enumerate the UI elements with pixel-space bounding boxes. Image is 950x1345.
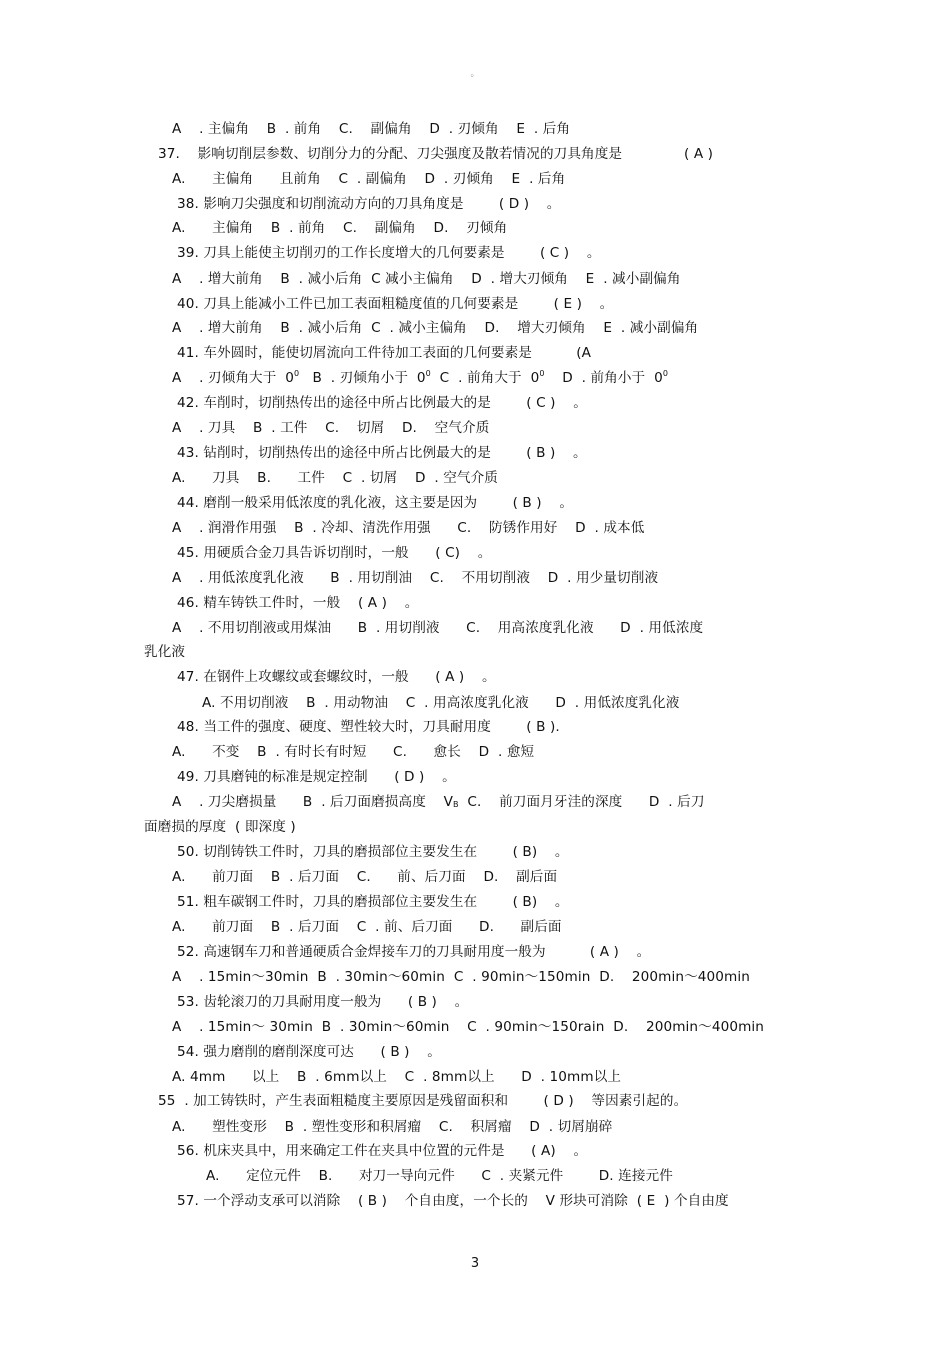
options-49-a: A . 刀尖磨损量 B . 后刀面磨损高度 V <box>172 794 453 810</box>
options-41-a: A . 刃倾角大于 0 <box>172 370 294 386</box>
options-41-d: D . 前角小于 0 <box>544 370 663 386</box>
options-39: A . 增大前角 B . 减小后角 C 减小主偏角 D . 增大刃倾角 E . 减小副偏角 <box>172 271 681 287</box>
options-54: A. 4mm 以上 B . 6mm以上 C . 8mm以上 D . 10mm以上 <box>172 1069 622 1085</box>
degree-superscript: 0 <box>294 369 300 378</box>
page-number: 3 <box>470 1256 480 1271</box>
question-52: 52. 高速钢车刀和普通硬质合金焊接车刀的刀具耐用度一般为 ( A ) 。 <box>177 944 651 960</box>
options-37: A. 主偏角 且前角 C . 副偏角 D . 刃倾角 E . 后角 <box>172 171 566 187</box>
options-55: A. 塑性变形 B . 塑性变形和积屑瘤 C. 积屑瘤 D . 切屑崩碎 <box>172 1119 613 1135</box>
question-46: 46. 精车铸铁工件时，一般 ( A ) 。 <box>177 595 419 611</box>
degree-superscript: 0 <box>425 369 431 378</box>
options-40: A . 增大前角 B . 减小后角 C . 减小主偏角 D. 增大刃倾角 E . 减小副偏角 <box>172 320 699 336</box>
question-45: 45. 用硬质合金刀具告诉切削时，一般 ( C) 。 <box>177 545 492 561</box>
options-41-c: C . 前角大于 0 <box>430 370 540 386</box>
options-46: A . 不用切削液或用煤油 B . 用切削液 C. 用高浓度乳化液 D . 用低浓度 <box>172 620 704 636</box>
options-42: A . 刀具 B . 工件 C. 切屑 D. 空气介质 <box>172 420 490 436</box>
text-line: A . 主偏角 B . 前角 C. 副偏角 D . 刃倾角 E . 后角 <box>172 121 571 137</box>
question-53: 53. 齿轮滚刀的刀具耐用度一般为 ( B ) 。 <box>177 994 469 1010</box>
question-49: 49. 刀具磨钝的标准是规定控制 ( D ) 。 <box>177 769 456 785</box>
question-40: 40. 刀具上能减小工件已加工表面粗糙度值的几何要素是 ( E ) 。 <box>177 296 614 312</box>
options-44: A . 润滑作用强 B . 冷却、清洗作用强 C. 防锈作用好 D . 成本低 <box>172 520 645 536</box>
question-54: 54. 强力磨削的磨削深度可达 ( B ) 。 <box>177 1044 441 1060</box>
options-51: A. 前刀面 B . 后刀面 C . 前、后刀面 D. 副后面 <box>172 919 562 935</box>
question-43: 43. 钻削时，切削热传出的途径中所占比例最大的是 ( B ) 。 <box>177 445 587 461</box>
question-38: 38. 影响刀尖强度和切削流动方向的刀具角度是 ( D ) 。 <box>177 196 561 212</box>
options-50: A. 前刀面 B . 后刀面 C. 前、后刀面 D. 副后面 <box>172 869 558 885</box>
options-43: A. 刀具 B. 工件 C . 切屑 D . 空气介质 <box>172 470 498 486</box>
options-52: A . 15min～30min B . 30min～60min C . 90min～150min D. 200min～400min <box>172 969 750 985</box>
options-47: A. 不用切削液 B . 用动物油 C . 用高浓度乳化液 D . 用低浓度乳化液 <box>202 695 680 711</box>
header-mark: 。 <box>470 69 480 79</box>
question-48: 48. 当工件的强度、硬度、塑性较大时，刀具耐用度 ( B ). <box>177 719 560 735</box>
question-57: 57. 一个浮动支承可以消除 ( B ) 个自由度，一个长的 V 形块可消除 ( E ) 个自由度 <box>177 1193 729 1209</box>
question-39: 39. 刀具上能使主切削刃的工作长度增大的几何要素是 ( C ) 。 <box>177 245 601 261</box>
question-55: 55 . 加工铸铁时，产生表面粗糙度主要原因是残留面积和 ( D ) 等因素引起的。 <box>158 1093 688 1109</box>
options-45: A . 用低浓度乳化液 B . 用切削油 C. 不用切削液 D . 用少量切削液 <box>172 570 659 586</box>
options-46-continued: 乳化液 <box>144 644 186 660</box>
options-49 <box>172 792 705 812</box>
options-38: A. 主偏角 B . 前角 C. 副偏角 D. 刃倾角 <box>172 220 508 236</box>
options-53: A . 15min～ 30min B . 30min～60min C . 90min～150rain D. 200min～400min <box>172 1019 765 1035</box>
options-56: A. 定位元件 B. 对刀一导向元件 C . 夹紧元件 D. 连接元件 <box>206 1168 673 1184</box>
options-41-b: B . 刃倾角小于 0 <box>299 370 426 386</box>
question-51: 51. 粗车碳钢工件时，刀具的磨损部位主要发生在 ( B) 。 <box>177 894 569 910</box>
options-49-continued: 面磨损的厚度 ( 即深度 ) <box>144 819 296 835</box>
degree-superscript: 0 <box>539 369 545 378</box>
question-56: 56. 机床夹具中，用来确定工件在夹具中位置的元件是 ( A) 。 <box>177 1143 588 1159</box>
question-47: 47. 在钢件上攻螺纹或套螺纹时，一般 ( A ) 。 <box>177 669 496 685</box>
options-48: A. 不变 B . 有时长有时短 C. 愈长 D . 愈短 <box>172 744 535 760</box>
question-41: 41. 车外圆时，能使切屑流向工件待加工表面的几何要素是 (A <box>177 345 592 361</box>
question-50: 50. 切削铸铁工件时，刀具的磨损部位主要发生在 ( B) 。 <box>177 844 569 860</box>
question-37: 37. 影响切削层参数、切削分力的分配、刀尖强度及散若情况的刀具角度是 ( A ) <box>158 146 714 162</box>
question-42: 42. 车削时，切削热传出的途径中所占比例最大的是 ( C ) 。 <box>177 395 587 411</box>
subscript: B <box>452 800 459 809</box>
options-41 <box>172 368 668 388</box>
question-44: 44. 磨削一般采用低浓度的乳化液，这主要是因为 ( B ) 。 <box>177 495 574 511</box>
options-49-c: C. 前刀面月牙洼的深度 D . 后刀 <box>458 794 705 810</box>
degree-superscript: 0 <box>662 369 669 378</box>
